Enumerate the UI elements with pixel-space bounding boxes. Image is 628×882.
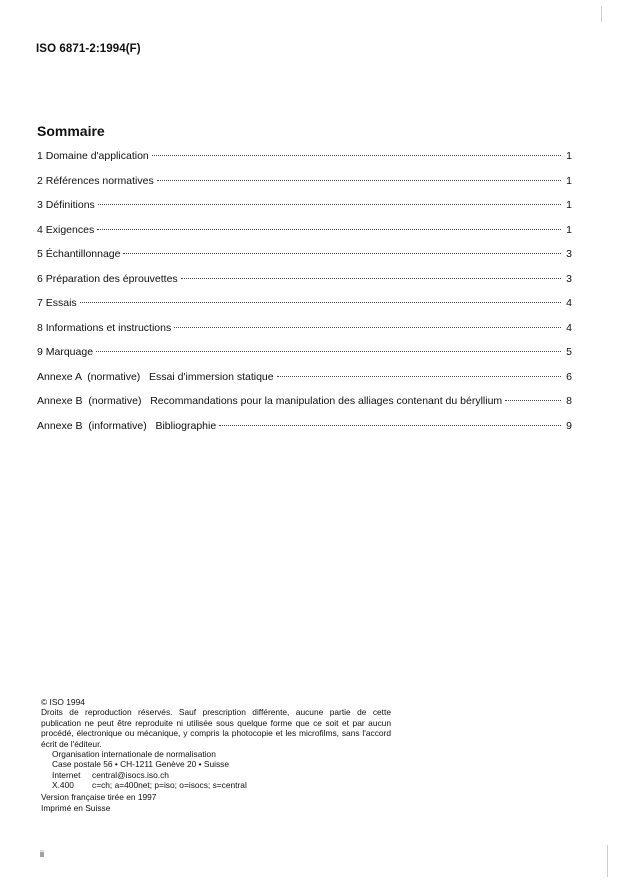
toc-entry-page: 1 xyxy=(566,150,572,162)
page-number: ii xyxy=(40,849,44,859)
toc-entry-page: 3 xyxy=(566,248,572,260)
toc-entry-label: 6 Préparation des éprouvettes xyxy=(37,272,178,285)
toc-leader-dots xyxy=(98,204,561,205)
toc-entry-page: 1 xyxy=(566,223,572,236)
copyright-notice: Droits de reproduction réservés. Sauf prescription différente, aucune partie de cette publication ne peut être reproduite ni utilisée sous quelque forme que ce soit et par aucun procédé, électronique ou mécanique, y compris la photocopie et les microfilms, sans l'accord écrit de l'éditeur. xyxy=(41,707,391,749)
version-note: Version française tirée en 1997 xyxy=(41,791,157,802)
toc-entry-page: 1 xyxy=(566,199,572,211)
toc-entry-label: 5 Échantillonnage xyxy=(37,248,121,260)
toc-entry-label: Annexe B (informative) Bibliographie xyxy=(37,419,217,432)
toc-entry-page: 4 xyxy=(566,321,572,334)
toc-entry-page: 5 xyxy=(566,346,572,358)
toc-leader-dots xyxy=(181,278,561,279)
toc-leader-dots xyxy=(219,425,561,426)
organization-name: Organisation internationale de normalisation xyxy=(52,749,216,760)
toc-entry-page: 3 xyxy=(566,272,572,285)
copyright-block xyxy=(41,697,391,813)
toc-entry-label: 2 Références normatives xyxy=(37,174,154,187)
printed-note: Imprimé en Suisse xyxy=(41,803,111,814)
toc-entry-page: 6 xyxy=(566,370,572,383)
toc-entry xyxy=(37,248,572,273)
toc-leader-dots xyxy=(97,229,561,230)
toc-entry xyxy=(37,297,572,322)
copyright-line: © ISO 1994 xyxy=(41,697,85,707)
toc-entry-label: 7 Essais xyxy=(37,297,77,309)
scan-edge-mark-top xyxy=(601,6,602,22)
internet-address: central@isocs.iso.ch xyxy=(92,769,169,780)
toc-entry-label: 9 Marquage xyxy=(37,346,94,358)
toc-entry-label: 1 Domaine d'application xyxy=(37,150,149,162)
scan-edge-mark-bottom xyxy=(607,845,608,877)
toc-entry xyxy=(37,371,572,396)
toc-leader-dots xyxy=(123,253,561,254)
toc-entry-label: Annexe A (normative) Essai d'immersion statique xyxy=(37,370,274,383)
toc-entry xyxy=(37,199,572,224)
toc-entry-page: 1 xyxy=(566,174,572,187)
x400-address: c=ch; a=400net; p=iso; o=isocs; s=central xyxy=(92,780,247,791)
table-of-contents xyxy=(37,150,572,444)
internet-row xyxy=(41,770,391,780)
toc-entry xyxy=(37,150,572,175)
toc-entry-label: 8 Informations et instructions xyxy=(37,321,172,334)
toc-entry-label: Annexe B (normative) Recommandations pour la manipulation des alliages contenant du béryllium xyxy=(37,395,503,407)
toc-entry xyxy=(37,224,572,249)
toc-title: Sommaire xyxy=(37,123,105,139)
toc-entry-page: 4 xyxy=(566,297,572,309)
toc-entry xyxy=(37,346,572,371)
organization-address: Case postale 56 • CH-1211 Genève 20 • Suisse xyxy=(52,759,230,770)
toc-leader-dots xyxy=(277,376,561,377)
toc-entry-page: 8 xyxy=(566,395,572,407)
toc-leader-dots xyxy=(96,351,561,352)
toc-entry xyxy=(37,420,572,445)
document-id: ISO 6871-2:1994(F) xyxy=(36,43,141,55)
toc-leader-dots xyxy=(505,400,561,401)
x400-row xyxy=(41,780,391,790)
toc-leader-dots xyxy=(80,302,561,303)
toc-entry-label: 3 Définitions xyxy=(37,199,95,211)
toc-entry-page: 9 xyxy=(566,419,572,432)
toc-entry xyxy=(37,395,572,420)
toc-entry xyxy=(37,322,572,347)
toc-leader-dots xyxy=(174,327,561,328)
toc-entry-label: 4 Exigences xyxy=(37,223,95,236)
toc-entry xyxy=(37,175,572,200)
toc-leader-dots xyxy=(157,180,561,181)
internet-label: Internet xyxy=(52,769,81,780)
toc-leader-dots xyxy=(152,155,561,156)
toc-entry xyxy=(37,273,572,298)
x400-label: X.400 xyxy=(52,780,74,791)
